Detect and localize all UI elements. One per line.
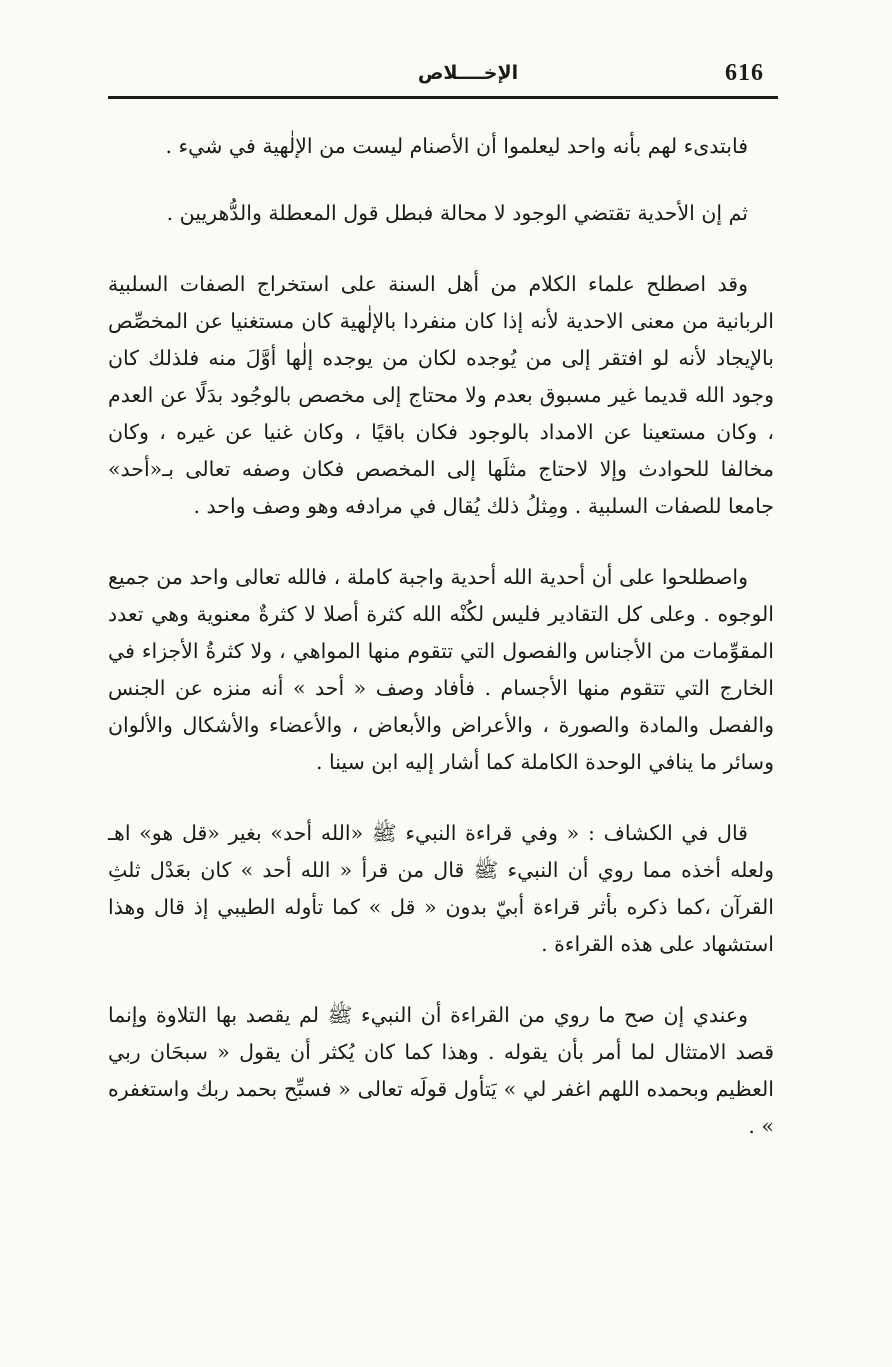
paragraph-2: ثم إن الأحدية تقتضي الوجود لا محالة فبطل قول المعطلة والدُّهريين . bbox=[166, 201, 748, 225]
page-number: 616 bbox=[725, 60, 764, 86]
paragraph-6: وعندي إن صح ما روي من القراءة أن النبيء ﷺ لم يقصد بها التلاوة وإنما قصد الامتثال لما أمر بأن يقوله . وهذا كما كان يُكثر أن يقول « سبحَان ربي العظيم وبحمده اللهم اغفر لي » يَتأول قولَه تعالى « فسبِّح بحمد ربك واستغفره » . bbox=[108, 1003, 774, 1138]
paragraph-4: واصطلحوا على أن أحدية الله أحدية واجبة كاملة ، فالله تعالى واحد من جميع الوجوه . وعلى كل التقادير فليس لكُنْه الله كثرة أصلا لا كثرةٌ معنوية وهي تعدد المقوِّمات من الأجناس والفصول التي تتقوم منها المواهي ، ولا كثرةُ الأجزاء في الخارج التي تتقوم منها الأجسام . فأفاد وصف « أحد » أنه منزه عن الجنس والفصل والمادة والصورة ، والأعراض والأبعاض ، والأعضاء والأشكال والألوان وسائر ما ينافي الوحدة الكاملة كما أشار إليه ابن سينا . bbox=[108, 565, 774, 774]
paragraph-5: قال في الكشاف : « وفي قراءة النبيء ﷺ «الله أحد» بغير «قل هو» اهـ ولعله أخذه مما روي أن النبيء ﷺ قال من قرأ « الله أحد » كان بعَدْل ثلثِ القرآن ،كما ذكره بأثر قراءة أبيّ بدون « قل » كما تأوله الطيبي إذ قال وهذا استشهاد على هذه القراءة . bbox=[108, 821, 774, 956]
paragraph-1: فابتدىء لهم بأنه واحد ليعلموا أن الأصنام ليست من الإلٰهية في شيء . bbox=[165, 134, 748, 158]
header-rule bbox=[108, 96, 778, 99]
running-title: الإخــــلاص bbox=[417, 62, 519, 84]
paragraph-3: وقد اصطلح علماء الكلام من أهل السنة على استخراج الصفات السلبية الربانية من معنى الاحدية لأنه إذا كان منفردا بالإلٰهية كان مستغنيا عن المخصِّص بالإيجاد لأنه لو افتقر إلى من يُوجده لكان من يوجده إلٰها أوَّلَ منه فلذلك كان وجود الله قديما غير مسبوق بعدم ولا محتاج إلى مخصص بالوجُود بدَلًا عن العدم ، وكان مستعينا عن الامداد بالوجود فكان باقيًا ، وكان غنيا عن غيره ، وكان مخالفا للحوادث وإلا لاحتاج مثلَها إلى المخصص فكان وصفه تعالى بـ«أحد» جامعا للصفات السلبية . ومِثلُ ذلك يُقال في مرادفه وهو وصف واحد . bbox=[108, 272, 774, 518]
running-header bbox=[108, 58, 778, 92]
body-text bbox=[108, 128, 774, 1179]
